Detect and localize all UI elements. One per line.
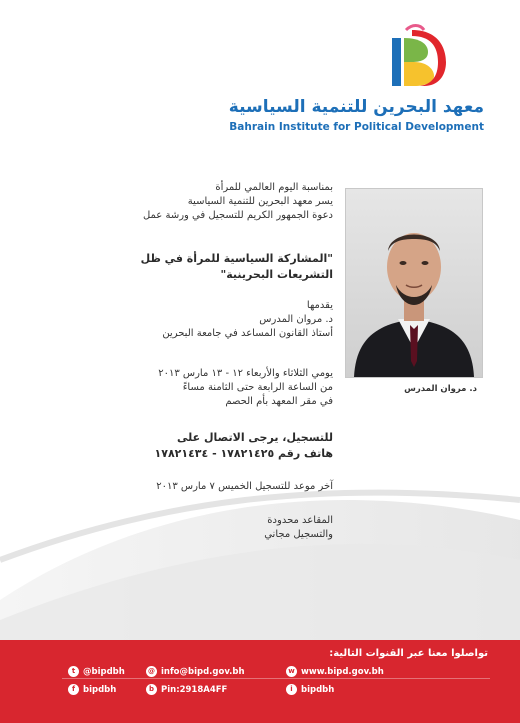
twitter-handle: @bipdbh [83,666,125,677]
email-address: info@bipd.gov.bh [161,666,245,677]
intro-line: دعوة الجمهور الكريم للتسجيل في ورشة عمل [142,210,333,221]
intro-block [33,181,333,223]
presenter-line: د. مروان المدرس [259,314,333,325]
deadline-text [33,480,333,494]
logo-arabic-name: معهد البحرين للتنمية السياسية [228,97,484,117]
title-line: التشريعات البحرينية" [220,268,333,281]
schedule-line: في مقر المعهد بأم الحصم [225,396,333,407]
workshop-title [33,251,333,283]
bbm-pin[interactable] [146,684,227,695]
deadline-line: آخر موعد للتسجيل الخميس ٧ مارس ٢٠١٣ [156,481,333,492]
registration-block [33,430,333,462]
web-icon: w [286,666,297,677]
title-line: "المشاركة السياسية للمرأة في ظل [140,252,333,265]
website-link[interactable] [286,666,384,677]
twitter-link[interactable] [68,666,125,677]
registration-phone: هاتف رقم ١٧٨٢١٤٢٥ - ١٧٨٢١٤٣٤ [154,447,333,460]
instagram-handle: bipdbh [301,684,335,695]
intro-line: يسر معهد البحرين للتنمية السياسية [187,196,333,207]
instagram-link[interactable] [286,684,334,695]
presenter-line: أستاذ القانون المساعد في جامعة البحرين [162,328,333,339]
email-icon: @ [148,667,155,675]
footer-divider [62,678,490,679]
presenter-portrait [346,189,482,377]
schedule-line: يومي الثلاثاء والأربعاء ١٢ - ١٣ مارس ٢٠١٣ [158,368,333,379]
facebook-link[interactable] [68,684,116,695]
facebook-handle: bipdbh [83,684,117,695]
presenter-line: يقدمها [306,300,333,311]
schedule-block [33,367,333,409]
note-line: والتسجيل مجاني [264,529,333,540]
presenter-block [33,299,333,341]
facebook-icon: f [68,684,79,695]
presenter-photo [345,188,483,378]
bipd-logo [0,0,520,100]
note-line: المقاعد محدودة [267,515,333,526]
website-url: www.bipd.gov.bh [301,666,384,677]
email-link[interactable] [146,666,245,677]
bbm-pin-text: Pin:2918A4FF [161,684,228,695]
instagram-icon: i [286,684,297,695]
footer-contact-bar [0,640,520,723]
registration-line: للتسجيل، يرجى الاتصال على [177,431,333,444]
bbm-icon: b [146,684,157,695]
schedule-line: من الساعة الرابعة حتى الثامنة مساءً [182,382,333,393]
notes-block [33,514,333,542]
photo-caption: د. مروان المدرس [404,384,477,394]
twitter-icon: t [68,666,79,677]
footer-title: تواصلوا معنا عبر القنوات التالية: [329,648,488,659]
intro-line: بمناسبة اليوم العالمي للمرأة [215,182,333,193]
logo-english-name: Bahrain Institute for Political Development [229,121,484,133]
